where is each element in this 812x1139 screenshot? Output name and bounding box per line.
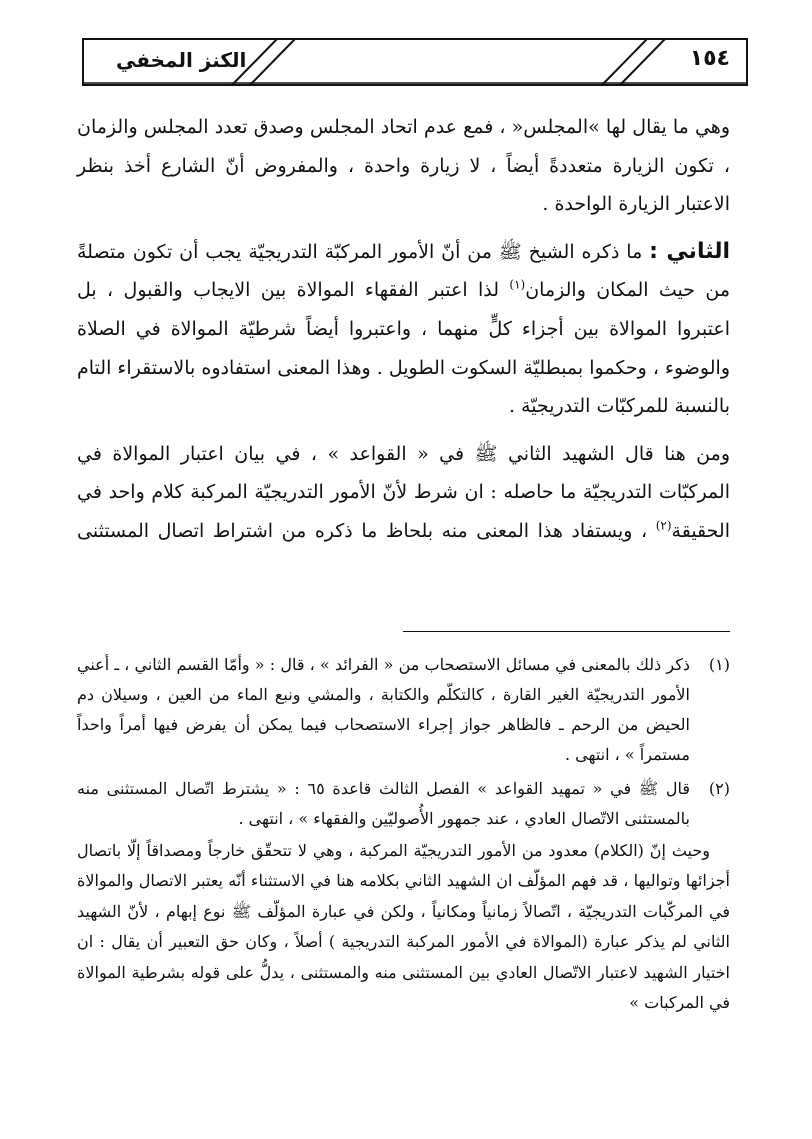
paragraph-2 [77, 233, 730, 426]
page-header [82, 38, 748, 86]
paragraph-3-text-a: ومن هنا قال الشهيد الثاني ﷺ في « القواعد » ، في بيان اعتبار الموالاة في المركبّات التدريجيّة ما حاصله : ان شرط لأنّ الأمور التدريجيّة المركبة كلام واحد في الحقيقة [77, 442, 730, 542]
paragraph-2-text-a: ما ذكره الشيخ ﷺ من أنّ الأمور المركبّة التدريجيّة يجب أن تكون متصلةً من حيث المكان والزمان [77, 240, 730, 302]
footnote-ref-1: (١) [509, 278, 526, 293]
paragraph-3-text-b: ، ويستفاد هذا المعنى منه بلحاظ ما ذكره من اشتراط اتصال المستثنى [77, 519, 656, 542]
paragraph-lead: الثاني : [649, 238, 730, 264]
paragraph-2-text-b: لذا اعتبر الفقهاء الموالاة بين الايجاب والقبول ، بل اعتبروا الموالاة بين أجزاء كلٍّ منهما ، واعتبروا أيضاً شرطيّة الموالاة في الصلاة والوضوء ، وحكموا بمبطليّة السكوت الطويل . وهذا المعنى استفادوه بالاستقراء التام بالنسبة للمركبّات التدريجيّة . [77, 279, 730, 418]
book-title: الكنز المخفي [116, 48, 247, 72]
footnotes [77, 650, 730, 1018]
paragraph-3 [77, 435, 730, 551]
main-text [77, 108, 730, 551]
footnote-separator [403, 631, 730, 632]
footnote-text: ذكر ذلك بالمعنى في مسائل الاستصحاب من « الفرائد » ، قال : « وأمّا القسم الثاني ، ـ أعني الأمور التدريجيّة الغير القارة ، كالتكلّم والكتابة ، والمشي ونبع الماء من العين ، وسيلان دم الحيض من الرحم ـ فالظاهر جواز إجراء الاستصحاب فيما يمكن أن يفرض فيها أمراً واحداً مستمراً » ، انتهى . [77, 655, 691, 764]
page-number: ١٥٤ [689, 46, 730, 71]
footnote-continuation: وحيث إنّ (الكلام) معدود من الأمور التدريجيّة المركبة ، وهي لا تتحقّق خارجاً ومصداقاً إلّا باتصال أجزائها وتواليها ، قد فهم المؤلّف ان الشهيد الثاني بكلامه هنا في الاستثناء أنّه يعتبر الاتصال والموالاة في المركّبات التدريجيّة ، اتّصالاً زمانياً ومكانياً ، ولكن في عبارة المؤلّف ﷺ نوع إبهام ، لأنّ الشهيد الثاني لم يذكر عبارة (الموالاة في الأمور المركبة التدريجية ) أصلاً ، وكان حق التعبير أن يقال : ان اختيار الشهيد لاعتبار الاتّصال العادي بين المستثنى منه والمستثنى ، يدلُّ على قوله بشرطية الموالاة في المركبات » [77, 841, 731, 1013]
paragraph-1: وهي ما يقال لها »المجلس« ، فمع عدم اتحاد المجلس وصدق تعدد المجلس والزمان ، تكون الزيارة متعددةً أيضاً ، لا زيارة واحدة ، والمفروض أنّ الشارع أخذ بنظر الاعتبار الزيارة الواحدة . [77, 116, 730, 216]
footnote-ref-2: (٢) [655, 518, 672, 533]
footnote-1 [77, 650, 730, 770]
footnote-number: (١) [708, 655, 730, 674]
footnote-text: قال ﷺ في « تمهيد القواعد » الفصل الثالث قاعدة ٦٥ : « يشترط اتّصال المستثنى منه بالمستثنى الاتّصال العادي ، عند جمهور الأُصوليّين والفقهاء » ، انتهى . [77, 779, 690, 828]
footnote-number: (٢) [708, 779, 730, 798]
footnote-2 [77, 774, 730, 834]
